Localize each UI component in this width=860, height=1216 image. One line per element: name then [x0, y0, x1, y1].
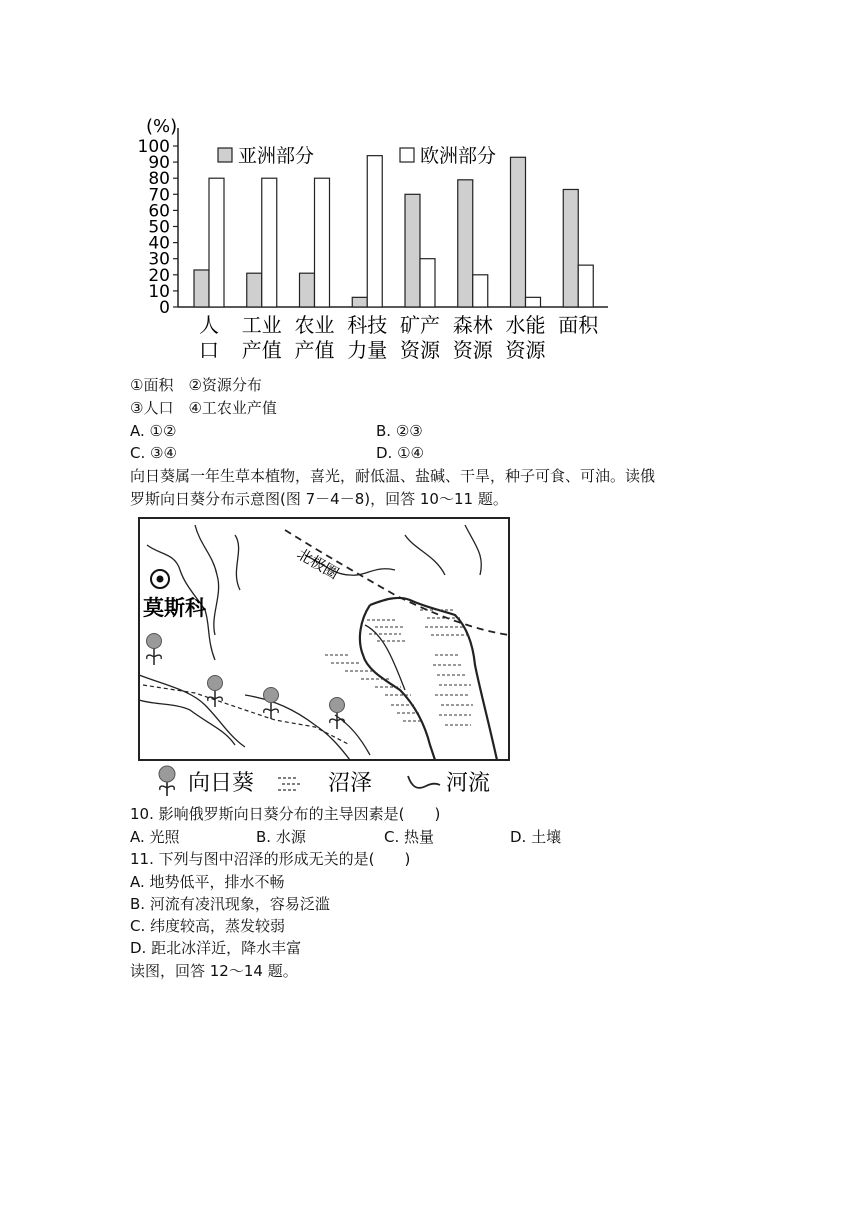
y-tick-label: 10: [148, 281, 170, 302]
intro-line2: 罗斯向日葵分布示意图(图 7－4－8)，回答 10～11 题。: [130, 490, 508, 508]
q11-option-c[interactable]: C. 纬度较高，蒸发较弱: [130, 917, 286, 935]
x-tick-label: 矿产: [400, 313, 440, 337]
x-tick-label: 森林: [452, 313, 493, 337]
x-tick-label: 农业: [294, 313, 335, 337]
q10-option-b[interactable]: B. 水源: [256, 828, 306, 846]
x-tick-label: 人: [199, 313, 219, 337]
intro-line1: 向日葵属一年生草本植物，喜光，耐低温、盐碱、干旱，种子可食、可油。读俄: [130, 467, 656, 485]
arctic-circle-label: 北极圈: [293, 544, 342, 583]
q9-option-b[interactable]: B. ②③: [376, 422, 423, 440]
x-tick-label: 产值: [241, 338, 282, 362]
q9-options-line1: ①面积 ②资源分布: [130, 376, 262, 394]
bar-europe: [367, 156, 382, 307]
bar-asia: [563, 189, 578, 307]
x-tick-label: 面积: [558, 313, 599, 337]
legend-swatch-asia: [218, 148, 232, 162]
x-tick-label: 水能: [505, 313, 546, 337]
x-tick-label: 资源: [505, 338, 546, 362]
x-tick-label: 资源: [400, 338, 440, 362]
q10-option-c[interactable]: C. 热量: [384, 828, 435, 846]
x-tick-label: 工业: [241, 313, 282, 337]
bar-europe: [209, 178, 224, 307]
map-frame: [139, 518, 509, 760]
bar-europe: [420, 259, 435, 307]
y-tick-label: 30: [148, 249, 170, 270]
q11-option-d[interactable]: D. 距北冰洋近，降水丰富: [130, 939, 302, 957]
bar-europe: [262, 178, 277, 307]
y-tick-label: 100: [137, 137, 170, 157]
q10-option-d[interactable]: D. 土壤: [510, 828, 562, 846]
y-tick-label: 70: [148, 185, 170, 206]
bar-asia: [352, 297, 367, 307]
legend-river-icon: [408, 776, 440, 788]
moscow-label: 莫斯科: [143, 596, 206, 620]
moscow-marker-dot: [157, 576, 164, 583]
legend-sunflower-icon: [159, 766, 175, 796]
y-tick-label: 0: [159, 298, 170, 318]
y-tick-label: 40: [148, 233, 170, 254]
bar-chart: [130, 108, 620, 370]
bar-asia: [458, 180, 473, 307]
bar-asia: [511, 157, 526, 307]
legend-swatch-europe: [400, 148, 414, 162]
bar-europe: [315, 178, 330, 307]
map-legend: [150, 764, 510, 798]
legend-river-label: 河流: [446, 771, 491, 796]
q10-stem: 10. 影响俄罗斯向日葵分布的主导因素是( ): [130, 805, 441, 823]
y-tick-label: 20: [148, 265, 170, 286]
x-tick-label: 力量: [347, 338, 388, 362]
bar-asia: [300, 273, 315, 307]
q11-option-b[interactable]: B. 河流有凌汛现象，容易泛滥: [130, 895, 330, 913]
legend-swamp-label: 沼泽: [328, 771, 373, 796]
bar-asia: [405, 194, 420, 307]
x-tick-label: 科技: [347, 313, 388, 337]
x-tick-label: 口: [199, 338, 219, 362]
q11-option-a[interactable]: A. 地势低平，排水不畅: [130, 873, 285, 891]
x-tick-label: 资源: [452, 338, 493, 362]
q9-option-a[interactable]: A. ①②: [130, 422, 177, 440]
x-tick-label: 产值: [294, 338, 335, 362]
bar-europe: [526, 297, 541, 307]
y-tick-label: 60: [148, 201, 170, 222]
y-tick-label: 80: [148, 169, 170, 190]
bar-europe: [578, 265, 593, 307]
q11-stem: 11. 下列与图中沼泽的形成无关的是( ): [130, 850, 411, 868]
q10-option-a[interactable]: A. 光照: [130, 828, 180, 846]
chart-layer: [138, 116, 608, 362]
bar-asia: [247, 273, 262, 307]
q9-option-d[interactable]: D. ①④: [376, 444, 424, 462]
y-tick-label: 50: [148, 217, 170, 238]
legend-swamp-icon: [278, 778, 302, 790]
bar-europe: [473, 275, 488, 307]
y-axis-label: (%): [146, 116, 178, 137]
q12-intro: 读图，回答 12～14 题。: [130, 962, 298, 980]
q9-options-line2: ③人口 ④工农业产值: [130, 399, 277, 417]
y-tick-label: 90: [148, 153, 170, 174]
bar-asia: [194, 270, 209, 307]
legend-sunflower-label: 向日葵: [188, 771, 255, 796]
russia-sunflower-map: [135, 515, 515, 770]
q9-option-c[interactable]: C. ③④: [130, 444, 177, 462]
legend-label: 亚洲部分: [238, 145, 315, 167]
legend-label: 欧洲部分: [420, 145, 497, 167]
